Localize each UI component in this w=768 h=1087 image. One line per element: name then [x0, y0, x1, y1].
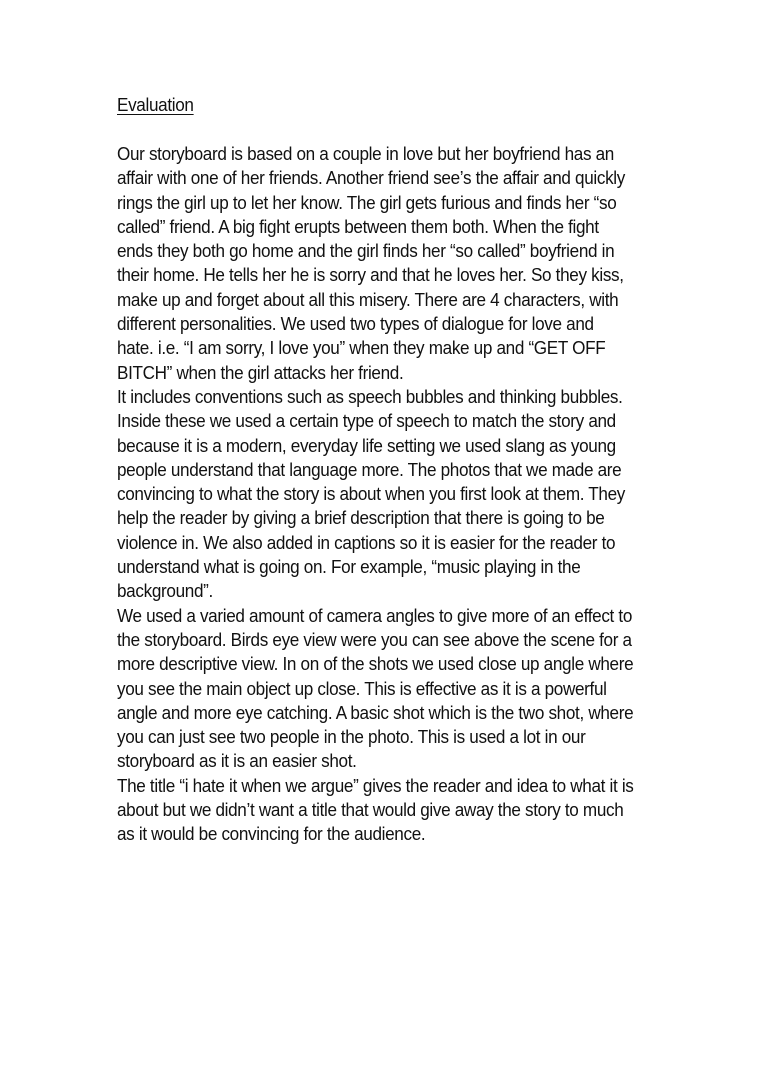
document-title: Evaluation: [117, 94, 194, 115]
text-line: help the reader by giving a brief description that there is going to be: [117, 507, 605, 529]
text-line: make up and forget about all this misery. There are 4 characters, with: [117, 288, 619, 310]
text-line: convincing to what the story is about when you first look at them. They: [117, 483, 626, 505]
text-line: ends they both go home and the girl finds her “so called” boyfriend in: [117, 240, 615, 262]
text-line: affair with one of her friends. Another friend see’s the affair and quickly: [117, 167, 626, 189]
text-line: about but we didn’t want a title that would give away the story to much: [117, 799, 624, 821]
text-line: their home. He tells her he is sorry and that he loves her. So they kiss,: [117, 264, 624, 286]
text-line: The title “i hate it when we argue” gives the reader and idea to what it is: [117, 774, 634, 796]
text-line: Our storyboard is based on a couple in love but her boyfriend has an: [117, 143, 614, 164]
text-line: more descriptive view. In on of the shots we used close up angle where: [117, 653, 634, 675]
text-line: rings the girl up to let her know. The girl gets furious and finds her “so: [117, 191, 617, 213]
document-body: [117, 93, 662, 847]
text-line: violence in. We also added in captions so it is easier for the reader to: [117, 531, 616, 553]
text-line: as it would be convincing for the audience.: [117, 823, 426, 845]
text-line: BITCH” when the girl attacks her friend.: [117, 361, 404, 383]
text-line: you see the main object up close. This is effective as it is a powerful: [117, 677, 607, 699]
text-line: people understand that language more. The photos that we made are: [117, 458, 622, 480]
text-line: understand what is going on. For example, “music playing in the: [117, 556, 581, 578]
text-line: We used a varied amount of camera angles to give more of an effect to: [117, 604, 633, 626]
text-line: It includes conventions such as speech bubbles and thinking bubbles.: [117, 385, 623, 407]
text-line: hate. i.e. “I am sorry, I love you” when they make up and “GET OFF: [117, 337, 606, 359]
text-line: storyboard as it is an easier shot.: [117, 750, 357, 772]
text-line: the storyboard. Birds eye view were you can see above the scene for a: [117, 628, 632, 650]
text-line: called” friend. A big fight erupts between them both. When the fight: [117, 215, 599, 237]
text-line: background”.: [117, 580, 213, 602]
evaluation-text: [117, 142, 662, 847]
text-line: Inside these we used a certain type of speech to match the story and: [117, 410, 616, 432]
text-line: angle and more eye catching. A basic shot which is the two shot, where: [117, 701, 634, 723]
text-line: because it is a modern, everyday life setting we used slang as young: [117, 434, 616, 456]
text-line: different personalities. We used two types of dialogue for love and: [117, 313, 594, 335]
text-line: you can just see two people in the photo. This is used a lot in our: [117, 726, 586, 748]
